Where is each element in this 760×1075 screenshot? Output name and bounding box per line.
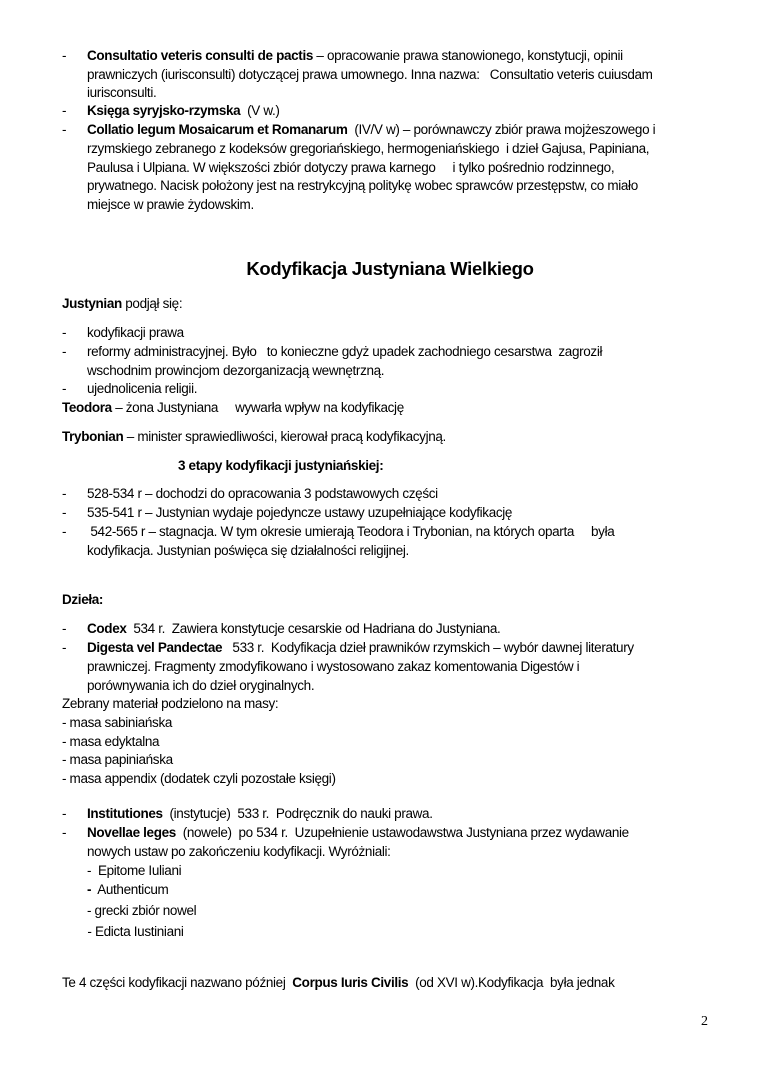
text-line xyxy=(62,295,182,313)
bullet-dash: - xyxy=(62,806,67,821)
text-line xyxy=(62,399,404,417)
text-line xyxy=(87,658,579,676)
text-line xyxy=(87,380,197,398)
text-line xyxy=(62,733,159,751)
bold-term: Institutiones xyxy=(87,806,163,821)
text-line xyxy=(87,66,653,84)
text-line xyxy=(87,902,196,920)
text-line xyxy=(87,159,614,177)
bold-term: Trybonian xyxy=(62,429,124,444)
line-text: 535-541 r – Justynian wydaje pojedyncze ustawy uzupełniające kodyfikację xyxy=(87,505,513,520)
line-text: prawniczej. Fragmenty zmodyfikowano i wystosowano zakaz komentowania Digestów i xyxy=(87,659,580,674)
text-line xyxy=(87,677,314,695)
bullet-dash: - xyxy=(62,486,67,501)
text-line xyxy=(62,751,173,769)
bold-term: Corpus Iuris Civilis xyxy=(292,975,409,990)
line-text: (od XVI w).Kodyfikacja była jednak xyxy=(408,975,615,990)
text-line xyxy=(87,485,438,503)
line-text: 528-534 r – dochodzi do opracowania 3 podstawowych części xyxy=(87,486,438,501)
line-text: Paulusa i Ulpiana. W większości zbiór dotyczy prawa karnego i tylko pośrednio rodzinnego, xyxy=(87,159,615,175)
line-text: (nowele) po 534 r. Uzupełnienie ustawodawstwa Justyniana przez wydawanie xyxy=(175,825,629,840)
line-text: (IV/V w) – porównawczy zbiór prawa mojżeszowego i xyxy=(347,122,656,137)
line-text: kodyfikacja. Justynian poświęca się działalności religijnej. xyxy=(87,543,409,558)
text-line xyxy=(87,47,623,65)
text-line xyxy=(87,805,433,823)
bullet-dash: - xyxy=(62,524,67,539)
text-line xyxy=(87,542,409,560)
bullet-dash: - xyxy=(62,505,67,520)
bold-term: Digesta vel Pandectae xyxy=(87,640,223,655)
line-text: - Edicta Iustiniani xyxy=(84,924,184,939)
section-heading: Kodyfikacja Justyniana Wielkiego xyxy=(246,258,534,279)
line-text: wschodnim prowincjom dezorganizacją wewnętrzną. xyxy=(87,363,385,378)
bold-term: Justynian xyxy=(62,296,122,311)
bold-term: - xyxy=(87,882,92,897)
text-line xyxy=(87,523,614,541)
bullet-dash: - xyxy=(62,48,67,63)
text-line xyxy=(87,362,384,380)
line-text: (instytucje) 533 r. Podręcznik do nauki prawa. xyxy=(162,806,433,821)
line-text: – żona Justyniana wywarła wpływ na kodyfikację xyxy=(111,400,404,415)
bullet-dash: - xyxy=(62,621,67,636)
line-text: nowych ustaw po zakończeniu kodyfikacji. Wyróżniali: xyxy=(87,844,391,859)
text-line xyxy=(62,770,336,788)
text-line xyxy=(84,923,184,941)
text-line xyxy=(87,177,638,195)
bullet-dash: - xyxy=(62,103,67,118)
line-text: - masa edyktalna xyxy=(62,733,160,749)
text-line xyxy=(87,343,602,361)
text-line xyxy=(87,843,391,861)
page-number: 2 xyxy=(701,1014,708,1029)
text-line xyxy=(178,457,383,475)
bold-term: Dzieła: xyxy=(62,592,104,607)
bullet-dash: - xyxy=(62,325,67,340)
line-text: rzymskiego zebranego z kodeksów gregoriańskiego, hermogeniańskiego i dzieł Gajusa, Papiniana, xyxy=(87,140,650,156)
bullet-dash: - xyxy=(62,640,67,655)
bold-term: Codex xyxy=(87,621,127,636)
line-text: - masa appendix (dodatek czyli pozostałe księgi) xyxy=(62,771,336,786)
text-line xyxy=(87,140,649,158)
bullet-dash: - xyxy=(62,344,67,359)
line-text: ujednolicenia religii. xyxy=(87,381,198,396)
line-text: 533 r. Kodyfikacja dzieł prawników rzymskich – wybór dawnej literatury xyxy=(222,640,634,655)
text-line xyxy=(87,196,254,214)
bullet-dash: - xyxy=(62,122,67,137)
text-line xyxy=(87,620,500,638)
text-line xyxy=(87,824,629,842)
text-line xyxy=(87,862,181,880)
text-line xyxy=(62,591,103,609)
line-text: – minister sprawiedliwości, kierował pracą kodyfikacyjną. xyxy=(123,429,446,444)
text-line xyxy=(87,639,634,657)
text-line xyxy=(87,121,655,139)
text-line xyxy=(87,84,156,102)
text-line xyxy=(87,881,168,899)
line-text: - masa sabiniańska xyxy=(62,714,173,730)
text-line xyxy=(87,324,184,342)
line-text: Te 4 części kodyfikacji nazwano później xyxy=(62,975,293,990)
bold-term: Collatio legum Mosaicarum et Romanarum xyxy=(87,122,348,137)
line-text: reformy administracyjnej. Było to konieczne gdyż upadek zachodniego cesarstwa zagroził xyxy=(87,344,603,359)
line-text: podjął się: xyxy=(121,296,183,311)
bold-term: 3 etapy kodyfikacji justyniańskiej: xyxy=(178,458,384,473)
line-text: Authenticum xyxy=(91,882,169,897)
text-line xyxy=(87,102,280,120)
bold-term: Novellae leges xyxy=(87,825,176,840)
line-text: 542-565 r – stagnacja. W tym okresie umierają Teodora i Trybonian, na których oparta była xyxy=(87,524,615,539)
line-text: - grecki zbiór nowel xyxy=(87,903,197,918)
line-text: prywatnego. Nacisk położony jest na restrykcyjną politykę wobec sprawców przestępstw, co miało xyxy=(87,178,638,194)
line-text: Zebrany materiał podzielono na masy: xyxy=(62,696,279,711)
text-line xyxy=(62,714,172,732)
text-line xyxy=(87,504,512,522)
bold-term: Teodora xyxy=(62,400,112,415)
line-text: porównywania ich do dzieł oryginalnych. xyxy=(87,678,315,693)
bullet-dash: - xyxy=(62,381,67,396)
line-text: miejsce w prawie żydowskim. xyxy=(87,197,254,213)
bold-term: Consultatio veteris consulti de pactis xyxy=(87,48,314,63)
text-line xyxy=(62,428,446,446)
line-text: – opracowanie prawa stanowionego, konstytucji, opinii xyxy=(313,48,623,63)
line-text: iurisconsulti. xyxy=(87,85,157,101)
line-text: (V w.) xyxy=(240,103,280,118)
bold-term: Księga syryjsko-rzymska xyxy=(87,103,241,118)
line-text: - masa papiniańska xyxy=(62,752,173,768)
line-text: 534 r. Zawiera konstytucje cesarskie od Hadriana do Justyniana. xyxy=(126,621,501,636)
text-line xyxy=(62,695,278,713)
line-text: prawniczych (iurisconsulti) dotyczącej prawa umownego. Inna nazwa: Consultatio veteris cuiusdam xyxy=(87,66,653,82)
line-text: - Epitome Iuliani xyxy=(87,863,182,878)
line-text: kodyfikacji prawa xyxy=(87,325,184,340)
bullet-dash: - xyxy=(62,825,67,840)
text-line xyxy=(62,974,614,992)
